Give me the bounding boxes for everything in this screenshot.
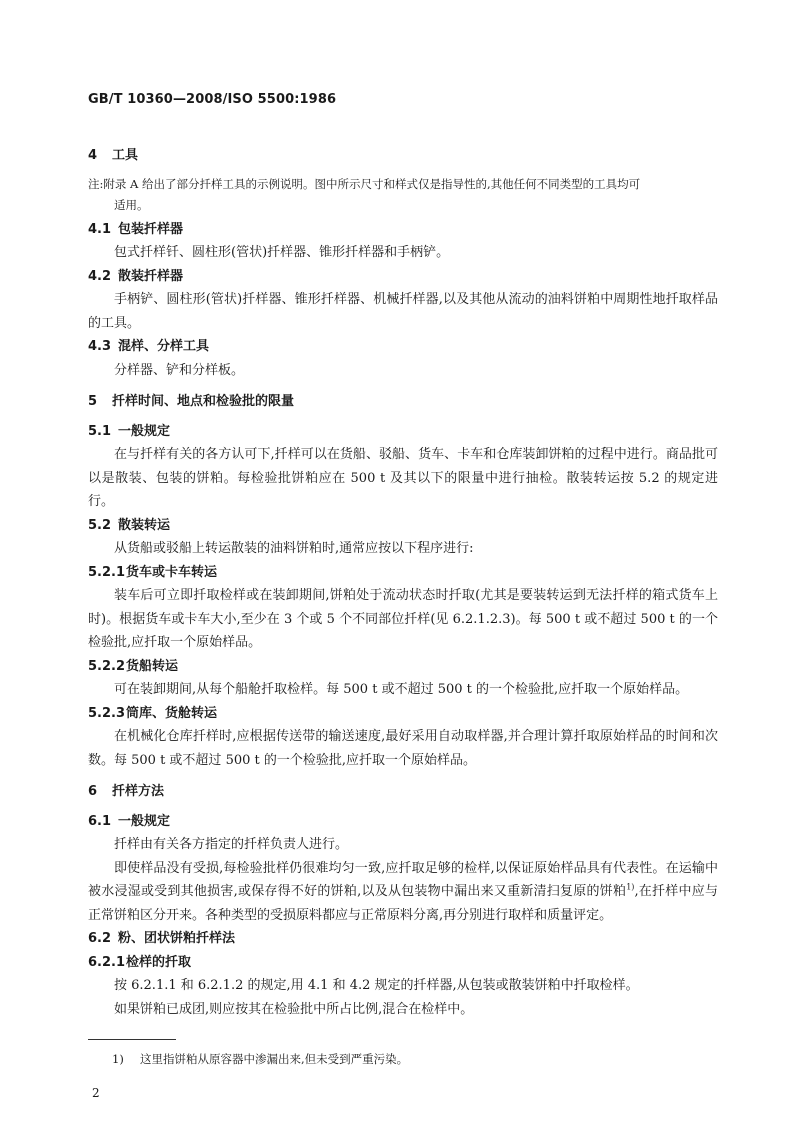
section-number: 5.2.2 [88, 658, 126, 674]
section-title: 散装转运 [118, 517, 171, 533]
section-5-1-text: 在与扦样有关的各方认可下,扦样可以在货船、驳船、货车、卡车和仓库装卸饼粕的过程中进行。商品批可以是散装、包装的饼粕。每检验批饼粕应在 500 t 及其以下的限量中进行抽检。散装转运按 5.2 的规定进行。 [88, 447, 718, 509]
section-5-1-heading [88, 420, 718, 444]
section-title: 检样的扦取 [126, 954, 192, 970]
section-6-2-heading [88, 927, 718, 951]
paragraph-text: ,在扦样中应与正常饼粕区分开来。各种类型的受损原料都应与正常原料分离,再分别进行取样和质量评定。 [88, 884, 718, 923]
section-title: 筒库、货舱转运 [126, 705, 218, 721]
section-number: 4 [88, 148, 98, 163]
footnote-mark: 1) [112, 1052, 124, 1066]
section-5-2-3-text: 在机械化仓库扦样时,应根据传送带的输送速度,最好采用自动取样器,并合理计算扦取原始样品的时间和次数。每 500 t 或不超过 500 t 的一个检验批,应扦取一个原始样品。 [88, 729, 718, 768]
section-6-1-paragraph-2 [88, 857, 718, 928]
section-4-1-text: 包式扦样钎、圆柱形(管状)扦样器、锥形扦样器和手柄铲。 [114, 245, 450, 260]
footnote-text: 这里指饼粕从原容器中渗漏出来,但未受到严重污染。 [140, 1052, 409, 1066]
section-4-2-heading [88, 265, 718, 289]
section-5-2-3-heading [88, 702, 718, 726]
document-body [88, 136, 718, 1021]
section-number: 6.2.1 [88, 954, 126, 970]
section-4-3-text: 分样器、铲和分样板。 [114, 362, 245, 378]
section-number: 5.2.1 [88, 564, 126, 580]
section-number: 5.2 [88, 517, 112, 533]
section-5-2-2-text: 可在装卸期间,从每个船舱扦取检样。每 500 t 或不超过 500 t 的一个检验批,应扦取一个原始样品。 [114, 682, 689, 697]
section-title: 包装扦样器 [118, 221, 184, 237]
section-number: 6.1 [88, 813, 112, 829]
section-number: 5 [88, 394, 98, 409]
section-6-2-1-heading [88, 951, 718, 975]
section-number: 6.2 [88, 931, 112, 946]
section-4-2-text: 手柄铲、圆柱形(管状)扦样器、锥形扦样器、机械扦样器,以及其他从流动的油料饼粕中周期性地扦取样品的工具。 [88, 292, 718, 331]
section-4-heading [88, 144, 718, 168]
section-title: 扦样方法 [112, 784, 165, 799]
section-number: 4.2 [88, 268, 112, 284]
section-number: 4.1 [88, 221, 112, 237]
section-6-1-paragraph-1: 扦样由有关各方指定的扦样负责人进行。 [114, 837, 349, 852]
section-title: 货船转运 [126, 658, 179, 674]
note-line-1: 注:附录 A 给出了部分扦样工具的示例说明。图中所示尺寸和样式仅是指导性的,其他任何不同类型的工具均可 [88, 176, 641, 191]
footnote-ref[interactable]: 1) [626, 882, 635, 892]
section-4-1-heading [88, 218, 718, 242]
section-4-3-heading [88, 335, 718, 359]
section-6-1-heading [88, 810, 718, 834]
footnote [112, 1051, 408, 1067]
section-5-2-1-text: 装车后可立即扦取检样或在装卸期间,饼粕处于流动状态时扦取(尤其是要装转运到无法扦样的箱式货车上时)。根据货车或卡车大小,至少在 3 个或 5 个不同部位扦样(见 6.2.1.2.3)。每 500 t 或不超过 500 t 的一个检验批,应扦取一个原始样品。 [88, 588, 718, 650]
section-title: 货车或卡车转运 [126, 564, 218, 580]
section-5-2-text: 从货船或驳船上转运散装的油料饼粕时,通常应按以下程序进行: [114, 541, 474, 556]
section-title: 一般规定 [118, 423, 171, 439]
section-5-2-1-heading [88, 561, 718, 585]
page-number: 2 [92, 1086, 100, 1100]
section-title: 散装扦样器 [118, 268, 184, 284]
paragraph-text: 即使样品没有受损,每检验批样仍很难均匀一致,应扦取足够的检样,以保证原始样品具有代表性。在运输中被水浸湿或受到其他损害,或保存得不好的饼粕,以及从包装物中漏出来又重新清扫复原的饼粕 [88, 860, 718, 899]
section-title: 混样、分样工具 [118, 339, 210, 354]
note [88, 174, 718, 216]
section-title: 扦样时间、地点和检验批的限量 [112, 394, 295, 409]
section-title: 粉、团状饼粕扦样法 [118, 931, 236, 946]
section-number: 4.3 [88, 339, 112, 354]
section-6-heading [88, 780, 718, 804]
section-title: 工具 [112, 148, 139, 163]
section-number: 5.1 [88, 423, 112, 439]
section-number: 5.2.3 [88, 705, 126, 721]
section-title: 一般规定 [118, 813, 171, 829]
section-5-heading [88, 390, 718, 414]
section-6-2-1-paragraph-1: 按 6.2.1.1 和 6.2.1.2 的规定,用 4.1 和 4.2 规定的扦样器,从包装或散装饼粕中扦取检样。 [114, 978, 639, 993]
standard-header: GB/T 10360—2008/ISO 5500:1986 [88, 92, 337, 107]
note-line-2: 适用。 [114, 197, 149, 212]
section-5-2-heading [88, 514, 718, 538]
section-number: 6 [88, 784, 98, 799]
footnote-divider [88, 1039, 176, 1040]
section-6-2-1-paragraph-2: 如果饼粕已成团,则应按其在检验批中所占比例,混合在检样中。 [114, 1001, 474, 1017]
section-5-2-2-heading [88, 655, 718, 679]
